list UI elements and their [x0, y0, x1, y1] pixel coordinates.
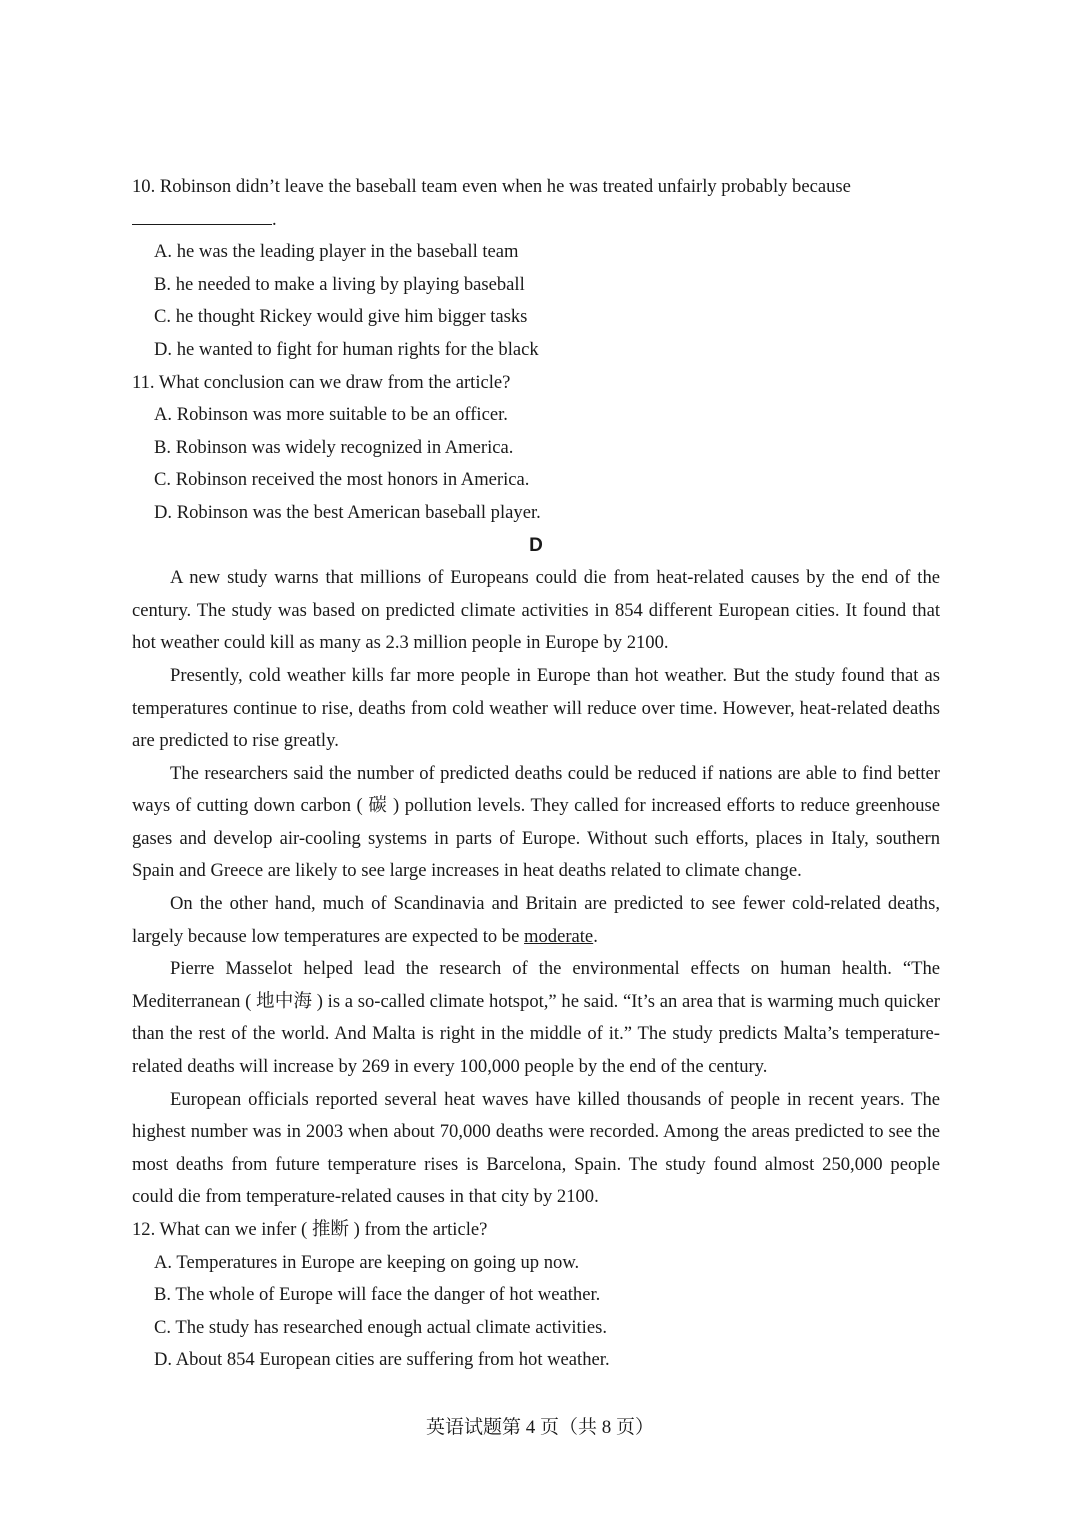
question-12-option-a: A. Temperatures in Europe are keeping on going up now.	[154, 1251, 580, 1273]
passage-paragraph-3: The researchers said the number of predicted deaths could be reduced if nations are able to find better ways of cutting down carbon ( 碳 ) pollution levels. They called for increased efforts to reduce greenhouse gases and develop air-cooling systems in parts of Europe. Without such efforts, places in Italy, southern Spain and Greece are likely to see large increases in heat deaths related to climate change.	[132, 762, 940, 882]
question-11-option-c: C. Robinson received the most honors in America.	[154, 469, 530, 491]
question-12-option-b: B. The whole of Europe will face the danger of hot weather.	[154, 1284, 601, 1306]
question-11-option-d: D. Robinson was the best American baseball player.	[154, 501, 541, 523]
answer-blank-line: .	[132, 204, 940, 237]
question-12-option-c: C. The study has researched enough actual climate activities.	[154, 1316, 607, 1338]
question-11-option-a: A. Robinson was more suitable to be an officer.	[154, 404, 508, 426]
question-10-option-b: B. he needed to make a living by playing baseball	[154, 273, 525, 295]
question-12-option-d: D. About 854 European cities are suffering from hot weather.	[154, 1349, 610, 1371]
section-heading: D	[529, 534, 543, 556]
paragraph-4-end: .	[593, 925, 598, 947]
question-12-stem: 12. What can we infer ( 推断 ) from the article?	[132, 1219, 488, 1240]
question-10-option-c: C. he thought Rickey would give him bigger tasks	[154, 306, 528, 328]
page-footer: 英语试题第 4 页（共 8 页）	[425, 1417, 654, 1438]
question-10-stem: 10. Robinson didn’t leave the baseball team even when he was treated unfairly probably because	[132, 176, 851, 197]
passage-paragraph-6: European officials reported several heat waves have killed thousands of people in recent years. The highest number was in 2003 when about 70,000 deaths were recorded. Among the areas predicted to see the most deaths from future temperature rises is Barcelona, Spain. The study found almost 250,000 people could die from temperature-related causes in that city by 2100.	[132, 1088, 940, 1208]
paragraph-4-text: On the other hand, much of Scandinavia and Britain are predicted to see fewer cold-related deaths, largely because low temperatures are expected to be	[132, 893, 940, 947]
question-11-option-b: B. Robinson was widely recognized in America.	[154, 436, 514, 458]
page-content	[132, 171, 940, 1377]
passage-paragraph-4	[132, 888, 940, 953]
question-10-option-d: D. he wanted to fight for human rights for the black	[154, 338, 539, 360]
question-11-stem: 11. What conclusion can we draw from the article?	[132, 371, 511, 393]
underlined-word: moderate	[524, 925, 594, 947]
question-10-option-a: A. he was the leading player in the baseball team	[154, 241, 519, 263]
passage-paragraph-2: Presently, cold weather kills far more people in Europe than hot weather. But the study found that as temperatures continue to rise, deaths from cold weather will reduce over time. However, heat-related deaths are predicted to rise greatly.	[132, 664, 940, 752]
answer-blank	[132, 206, 272, 225]
passage-paragraph-1: A new study warns that millions of Europeans could die from heat-related causes by the end of the century. The study was based on predicted climate activities in 854 different European cities. It found that hot weather could kill as many as 2.3 million people in Europe by 2100.	[132, 567, 940, 654]
passage-paragraph-5: Pierre Masselot helped lead the research of the environmental effects on human health. “The Mediterranean ( 地中海 ) is a so-called climate hotspot,” he said. “It’s an area that is warming much quicker than the rest of the world. And Malta is right in the middle of it.” The study predicts Malta’s temperature-related deaths will increase by 269 in every 100,000 people by the end of the century.	[132, 958, 940, 1078]
